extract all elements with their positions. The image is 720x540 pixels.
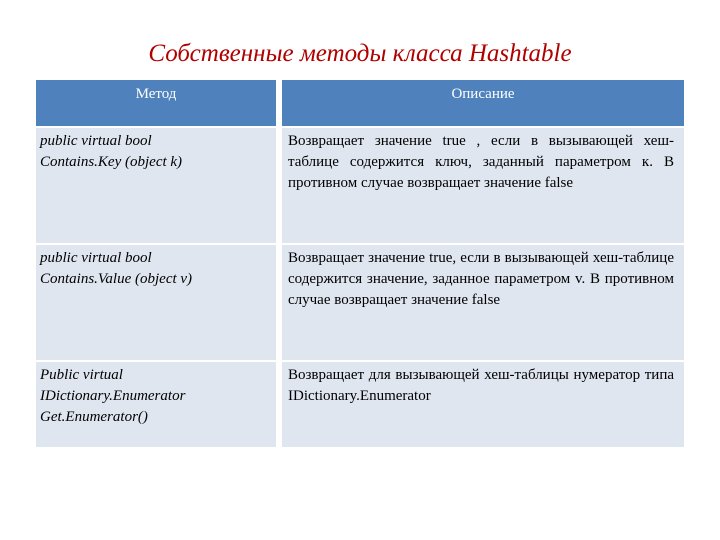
header-method: Метод <box>36 80 279 127</box>
table-row <box>36 244 684 361</box>
method-cell <box>36 244 279 361</box>
method-line: public virtual bool <box>40 133 152 149</box>
table-row <box>36 127 684 244</box>
description-cell: Возвращает значение true, если в вызывающей хеш-таблице содержится значение, заданное параметром v. В противном случае возвращает значение false <box>279 244 684 361</box>
method-line: Public virtual <box>40 367 123 383</box>
table-row <box>36 361 684 447</box>
method-line: public virtual bool <box>40 250 152 266</box>
slide-title: Собственные методы класса Hashtable <box>148 40 572 67</box>
methods-table <box>36 80 684 447</box>
description-cell: Возвращает для вызывающей хеш-таблицы нумератор типа IDictionary.Enumerator <box>279 361 684 447</box>
description-cell: Возвращает значение true , если в вызывающей хеш-таблице содержится ключ, заданный параметром к. В противном случае возвращает значение false <box>279 127 684 244</box>
method-line: Get.Enumerator() <box>40 409 148 425</box>
method-cell <box>36 361 279 447</box>
method-line: IDictionary.Enumerator <box>40 388 186 404</box>
table-header-row <box>36 80 684 127</box>
method-line: Contains.Key (object k) <box>40 154 183 170</box>
method-cell <box>36 127 279 244</box>
method-line: Contains.Value (object v) <box>40 271 193 287</box>
header-description: Описание <box>279 80 684 127</box>
